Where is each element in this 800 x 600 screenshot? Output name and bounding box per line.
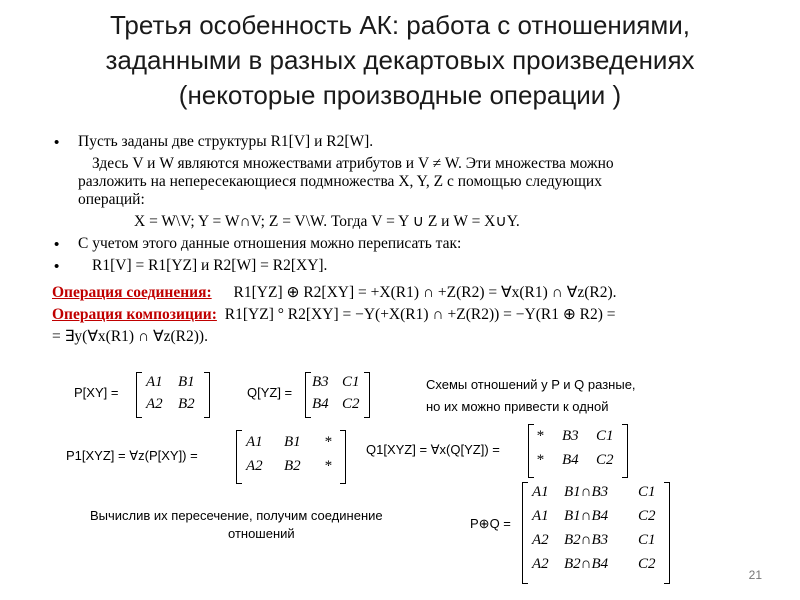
qyz-bracket-right [364, 372, 370, 418]
pq-cell: C1 [638, 532, 656, 548]
result-note-line-2: отношений [228, 526, 295, 541]
pxy-bracket-left [136, 372, 142, 418]
pxy-cell: B2 [178, 396, 195, 412]
pxy-label: P[XY] = [74, 385, 119, 400]
text-line-6: С учетом этого данные отношения можно переписать так: [78, 235, 462, 252]
qyz-cell: C1 [342, 374, 360, 390]
bullet-1: • [54, 134, 60, 151]
text-line-2: Здесь V и W являются множествами атрибутов и V ≠ W. Эти множества можно [92, 155, 614, 172]
pq-cell: C2 [638, 508, 656, 524]
pxy-cell: A2 [146, 396, 163, 412]
pq-cell: B2∩B3 [564, 532, 609, 548]
q1-bracket-left [528, 424, 534, 478]
title-line-2: заданными в разных декартовых произведениях [105, 45, 695, 75]
p1-cell: B1 [284, 434, 301, 450]
join-label: Операция соединения: [52, 284, 212, 301]
bullet-2: • [54, 236, 60, 253]
pq-cell: A2 [532, 532, 549, 548]
q1-cell: B4 [562, 452, 579, 468]
qyz-cell: B4 [312, 396, 329, 412]
pq-cell: A1 [532, 508, 549, 524]
p1-bracket-right [340, 430, 346, 484]
schema-note-line-1: Схемы отношений у P и Q разные, [426, 377, 636, 392]
pxy-cell: B1 [178, 374, 195, 390]
pq-cell: C2 [638, 556, 656, 572]
p1-label: P1[XYZ] = ∀z(P[XY]) = [66, 448, 198, 463]
pxy-cell: A1 [146, 374, 163, 390]
q1-cell: * [536, 428, 544, 444]
text-line-4: операций: [78, 191, 145, 208]
page-number: 21 [748, 568, 762, 582]
join-line [52, 284, 617, 302]
bullet-3: • [54, 258, 60, 275]
composition-label: Операция композиции: [52, 306, 217, 323]
p1-cell: B2 [284, 458, 301, 474]
pq-cell: C1 [638, 484, 656, 500]
text-line-5: X = W\V; Y = W∩V; Z = V\W. Тогда V = Y ∪ Z и W = X∪Y. [134, 213, 520, 230]
p1-bracket-left [236, 430, 242, 484]
pq-cell: A2 [532, 556, 549, 572]
pxy-bracket-right [204, 372, 210, 418]
p1-cell: A2 [246, 458, 263, 474]
q1-cell: C1 [596, 428, 614, 444]
p1-cell: A1 [246, 434, 263, 450]
pq-cell: B2∩B4 [564, 556, 609, 572]
qyz-label: Q[YZ] = [247, 385, 293, 400]
p1-cell: * [324, 434, 332, 450]
qyz-bracket-left [305, 372, 311, 418]
composition-formula: R1[YZ] ° R2[XY] = −Y(+X(R1) ∩ +Z(R2)) = −Y(R1 ⊕ R2) = [224, 306, 616, 323]
pq-cell: A1 [532, 484, 549, 500]
slide-title [0, 8, 800, 113]
join-formula: R1[YZ] ⊕ R2[XY] = +X(R1) ∩ +Z(R2) = ∀x(R1) ∩ ∀z(R2). [233, 284, 617, 301]
pq-cell: B1∩B3 [564, 484, 609, 500]
q1-label: Q1[XYZ] = ∀x(Q[YZ]) = [366, 442, 500, 457]
text-line-3: разложить на непересекающиеся подмножества X, Y, Z с помощью следующих [78, 173, 602, 190]
text-line-7: R1[V] = R1[YZ] и R2[W] = R2[XY]. [92, 257, 328, 274]
result-note-line-1: Вычислив их пересечение, получим соединение [90, 508, 383, 523]
p1-cell: * [324, 458, 332, 474]
q1-cell: C2 [596, 452, 614, 468]
text-line-10: = ∃y(∀x(R1) ∩ ∀z(R2)). [52, 328, 208, 345]
composition-line [52, 306, 616, 324]
q1-cell: B3 [562, 428, 579, 444]
qyz-cell: B3 [312, 374, 329, 390]
title-line-1: Третья особенность АК: работа с отношениями, [109, 10, 691, 40]
pq-cell: B1∩B4 [564, 508, 609, 524]
q1-bracket-right [622, 424, 628, 478]
text-line-1: Пусть заданы две структуры R1[V] и R2[W]. [78, 133, 374, 150]
pq-label: P⊕Q = [470, 516, 511, 531]
pq-bracket-left [522, 482, 528, 584]
title-line-3: (некоторые производные операции ) [178, 80, 622, 110]
q1-cell: * [536, 452, 544, 468]
qyz-cell: C2 [342, 396, 360, 412]
pq-bracket-right [664, 482, 670, 584]
schema-note-line-2: но их можно привести к одной [426, 399, 609, 414]
